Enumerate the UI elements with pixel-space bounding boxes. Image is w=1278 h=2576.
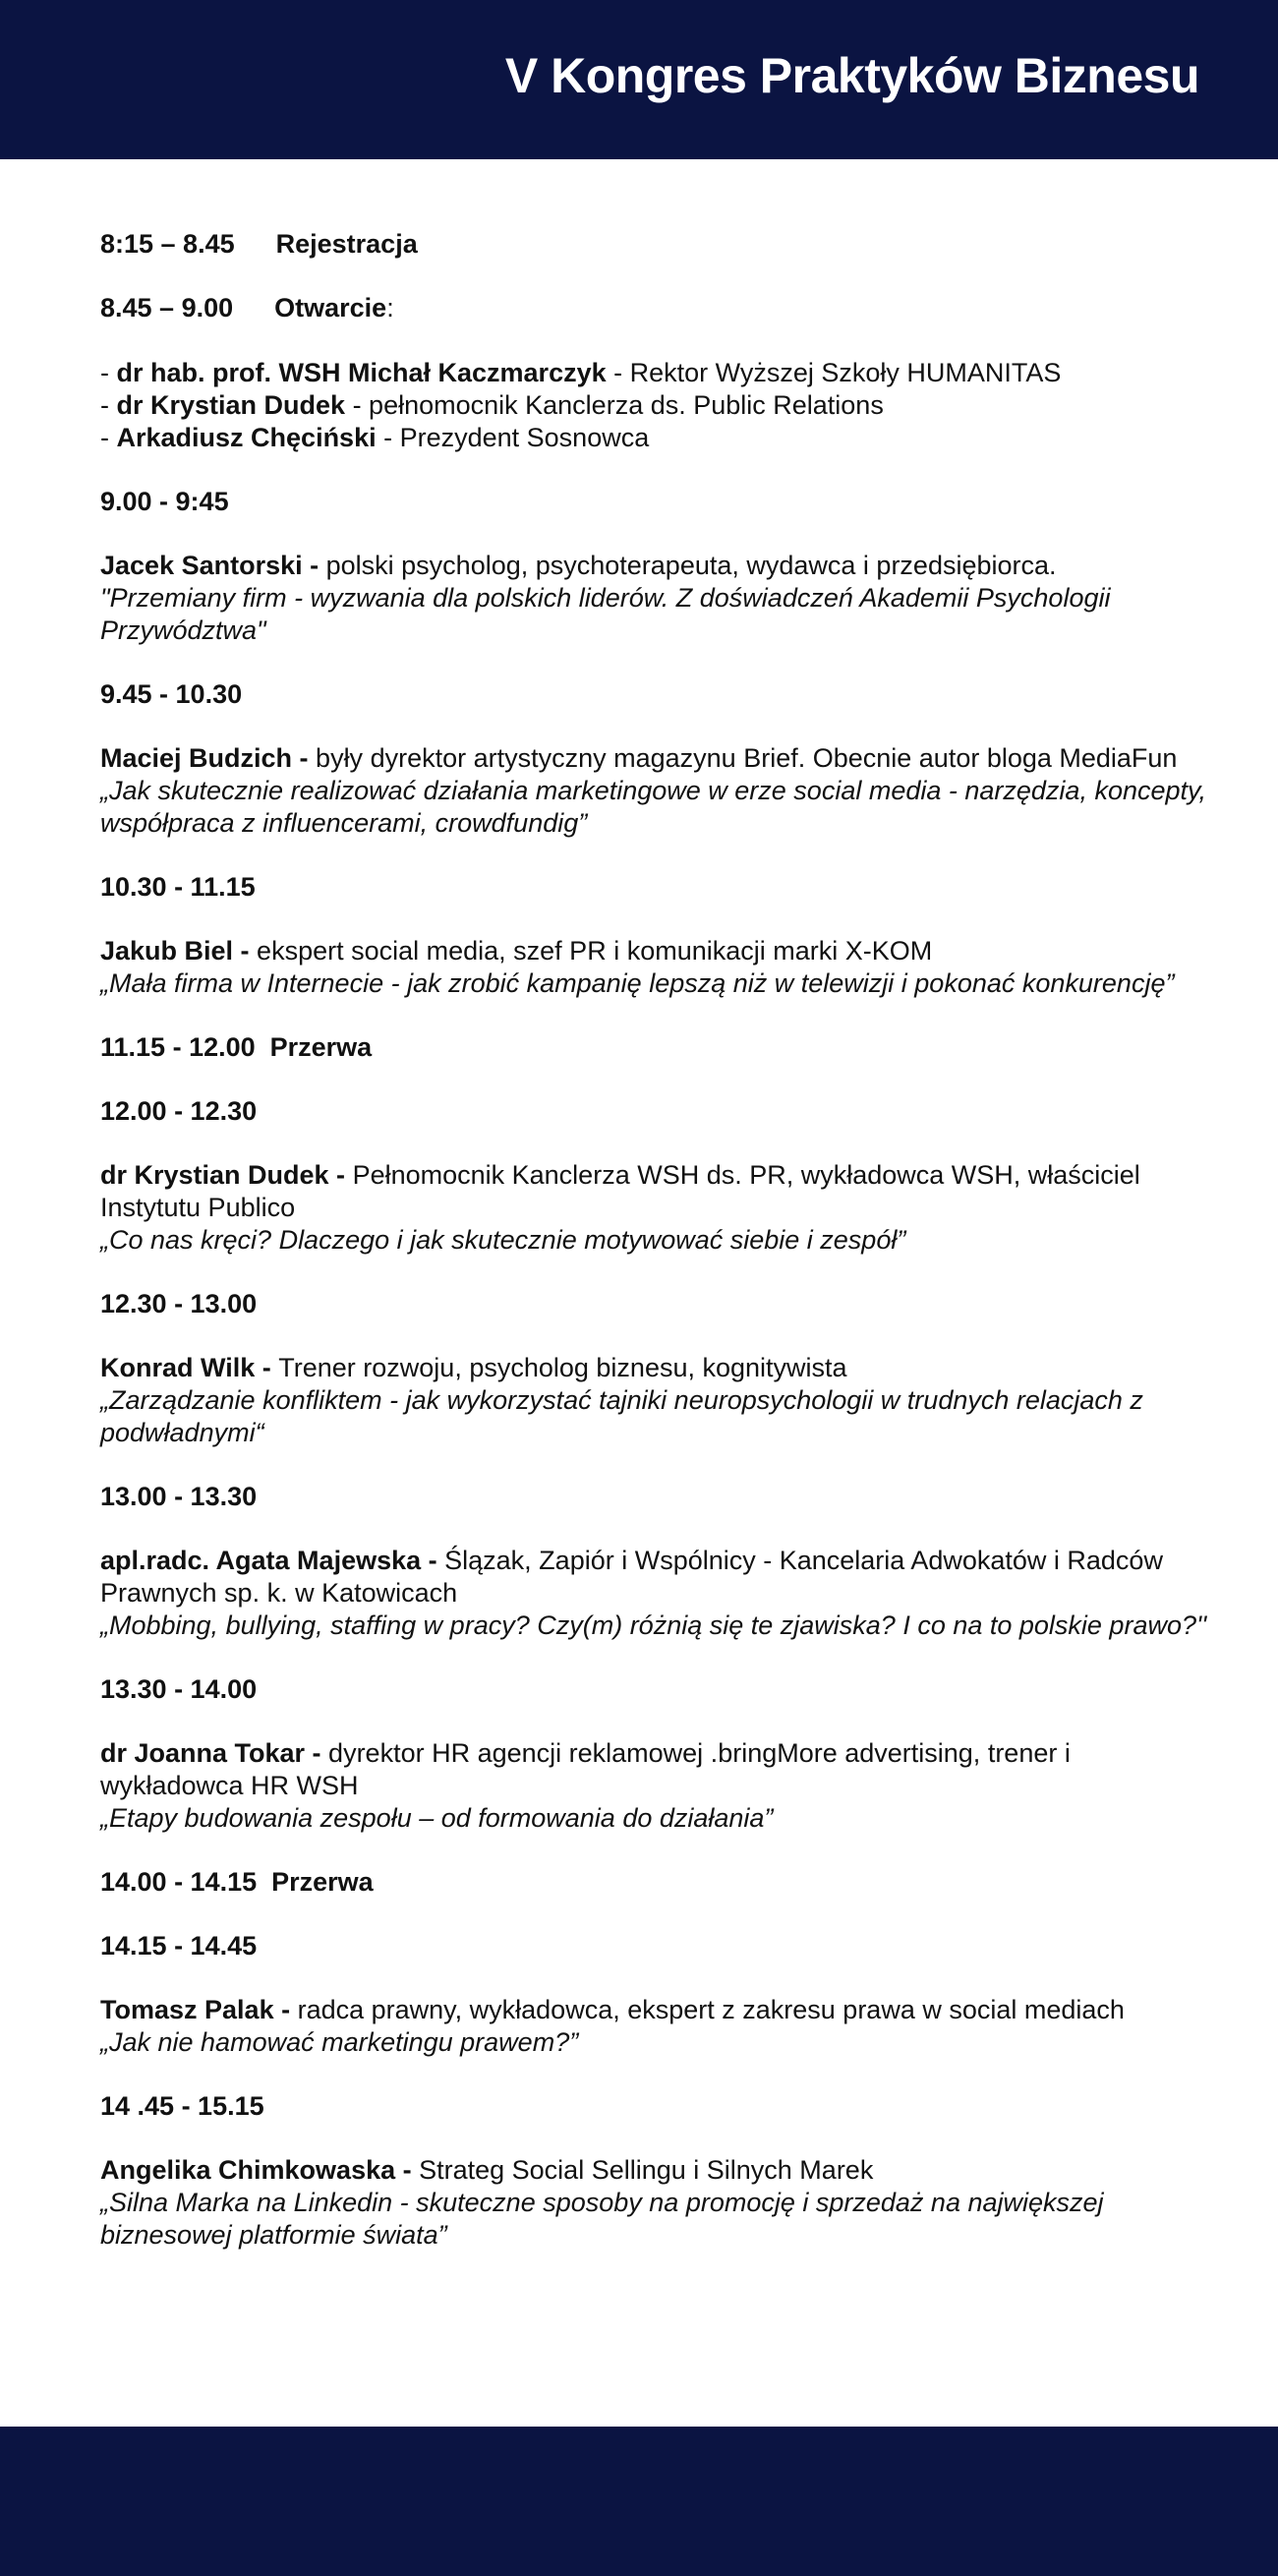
slot-time: 8:15 – 8.45 bbox=[100, 229, 235, 259]
talk-title: „Zarządzanie konfliktem - jak wykorzystać tajniki neuropsychologii w trudnych relacjach z podwładnymi“ bbox=[100, 1385, 1143, 1447]
slot-time: 14.15 - 14.45 bbox=[100, 1931, 258, 1961]
slot-time: 14 .45 - 15.15 bbox=[100, 2091, 264, 2121]
slot-time: 12.00 - 12.30 bbox=[100, 1096, 258, 1126]
speaker-role: Strateg Social Sellingu i Silnych Marek bbox=[419, 2155, 874, 2185]
agenda-slot bbox=[100, 1095, 1211, 1257]
talk-title: „Jak nie hamować marketingu prawem?” bbox=[100, 2027, 579, 2057]
header-banner bbox=[0, 0, 1278, 159]
slot-label-suffix: : bbox=[386, 293, 394, 322]
speaker-name: Jacek Santorski - bbox=[100, 551, 326, 580]
speaker-name: Maciej Budzich - bbox=[100, 743, 317, 773]
speaker-role: - Rektor Wyższej Szkoły HUMANITAS bbox=[606, 358, 1062, 387]
talk-title: „Co nas kręci? Dlaczego i jak skutecznie motywować siebie i zespół” bbox=[100, 1225, 906, 1255]
slot-time: 13.30 - 14.00 bbox=[100, 1674, 258, 1704]
talk-title: „Jak skutecznie realizować działania marketingowe w erze social media - narzędzia, koncepty, współpraca z influencerami, crowdfundig” bbox=[100, 776, 1207, 838]
list-item: - Arkadiusz Chęciński - Prezydent Sosnowca bbox=[100, 423, 650, 452]
speaker-name: dr Krystian Dudek - bbox=[100, 1160, 353, 1190]
speaker-role: radca prawny, wykładowca, ekspert z zakresu prawa w social mediach bbox=[297, 1995, 1125, 2024]
slot-time: 9.00 - 9:45 bbox=[100, 487, 229, 516]
break-slot: 11.15 - 12.00 Przerwa bbox=[100, 1032, 373, 1062]
speaker-role: Ślązak, Zapiór i Wspólnicy - Kancelaria Adwokatów i Radców Prawnych sp. k. w Katowicach bbox=[100, 1546, 1163, 1608]
agenda-slot bbox=[100, 678, 1211, 840]
speaker-name: dr Joanna Tokar - bbox=[100, 1738, 329, 1768]
talk-title: „Etapy budowania zespołu – od formowania do działania” bbox=[100, 1803, 774, 1833]
speaker-name: dr hab. prof. WSH Michał Kaczmarczyk bbox=[116, 358, 607, 387]
footer-banner bbox=[0, 2427, 1278, 2576]
agenda-slot bbox=[100, 1288, 1211, 1449]
slot-time: 12.30 - 13.00 bbox=[100, 1289, 258, 1318]
agenda-slot bbox=[100, 1866, 1211, 1899]
agenda-slot bbox=[100, 486, 1211, 647]
talk-title: "Przemiany firm - wyzwania dla polskich liderów. Z doświadczeń Akademii Psychologii Przywództwa" bbox=[100, 583, 1111, 645]
slot-time: 13.00 - 13.30 bbox=[100, 1482, 258, 1511]
speaker-name: dr Krystian Dudek bbox=[116, 390, 346, 420]
agenda-slot bbox=[100, 1031, 1211, 1064]
speaker-role: polski psycholog, psychoterapeuta, wydawca i przedsiębiorca. bbox=[325, 551, 1057, 580]
talk-title: „Silna Marka na Linkedin - skuteczne sposoby na promocję i sprzedaż na największej biznesowej platformie świata” bbox=[100, 2188, 1104, 2250]
list-item: - dr Krystian Dudek - pełnomocnik Kanclerza ds. Public Relations bbox=[100, 390, 884, 420]
speaker-name: Jakub Biel - bbox=[100, 936, 258, 966]
speaker-role: Pełnomocnik Kanclerza WSH ds. PR, wykładowca WSH, właściciel Instytutu Publico bbox=[100, 1160, 1140, 1222]
agenda-slot bbox=[100, 1930, 1211, 2059]
speaker-name: apl.radc. Agata Majewska - bbox=[100, 1546, 445, 1575]
agenda bbox=[100, 228, 1211, 2283]
speaker-name: Angelika Chimkowaska - bbox=[100, 2155, 420, 2185]
speaker-role: były dyrektor artystyczny magazynu Brief. Obecnie autor bloga MediaFun bbox=[316, 743, 1178, 773]
agenda-slot bbox=[100, 871, 1211, 1000]
slot-label: Otwarcie bbox=[274, 293, 387, 322]
agenda-slot bbox=[100, 292, 1211, 454]
agenda-slot bbox=[100, 1673, 1211, 1835]
list-item: - dr hab. prof. WSH Michał Kaczmarczyk - Rektor Wyższej Szkoły HUMANITAS bbox=[100, 358, 1062, 387]
talk-title: „Mobbing, bullying, staffing w pracy? Czy(m) różnią się te zjawiska? I co na to polskie prawo?'' bbox=[100, 1610, 1207, 1640]
agenda-slot bbox=[100, 228, 1211, 261]
page-title: V Kongres Praktyków Biznesu bbox=[504, 48, 1199, 103]
speaker-role: ekspert social media, szef PR i komunikacji marki X-KOM bbox=[257, 936, 933, 966]
slot-label: Rejestracja bbox=[275, 229, 418, 259]
speaker-role: dyrektor HR agencji reklamowej .bringMore advertising, trener i wykładowca HR WSH bbox=[100, 1738, 1071, 1800]
slot-time: 9.45 - 10.30 bbox=[100, 679, 243, 709]
agenda-slot bbox=[100, 2090, 1211, 2252]
speaker-name: Konrad Wilk - bbox=[100, 1353, 279, 1382]
slot-time: 10.30 - 11.15 bbox=[100, 872, 256, 902]
break-slot: 14.00 - 14.15 Przerwa bbox=[100, 1867, 374, 1897]
speaker-role: Trener rozwoju, psycholog biznesu, kognitywista bbox=[278, 1353, 847, 1382]
slot-time: 8.45 – 9.00 bbox=[100, 293, 234, 322]
agenda-slot bbox=[100, 1481, 1211, 1642]
speaker-role: - Prezydent Sosnowca bbox=[376, 423, 650, 452]
speaker-name: Arkadiusz Chęciński bbox=[116, 423, 377, 452]
speaker-name: Tomasz Palak - bbox=[100, 1995, 298, 2024]
talk-title: „Mała firma w Internecie - jak zrobić kampanię lepszą niż w telewizji i pokonać konkurencję” bbox=[100, 968, 1175, 998]
speaker-role: - pełnomocnik Kanclerza ds. Public Relations bbox=[345, 390, 884, 420]
